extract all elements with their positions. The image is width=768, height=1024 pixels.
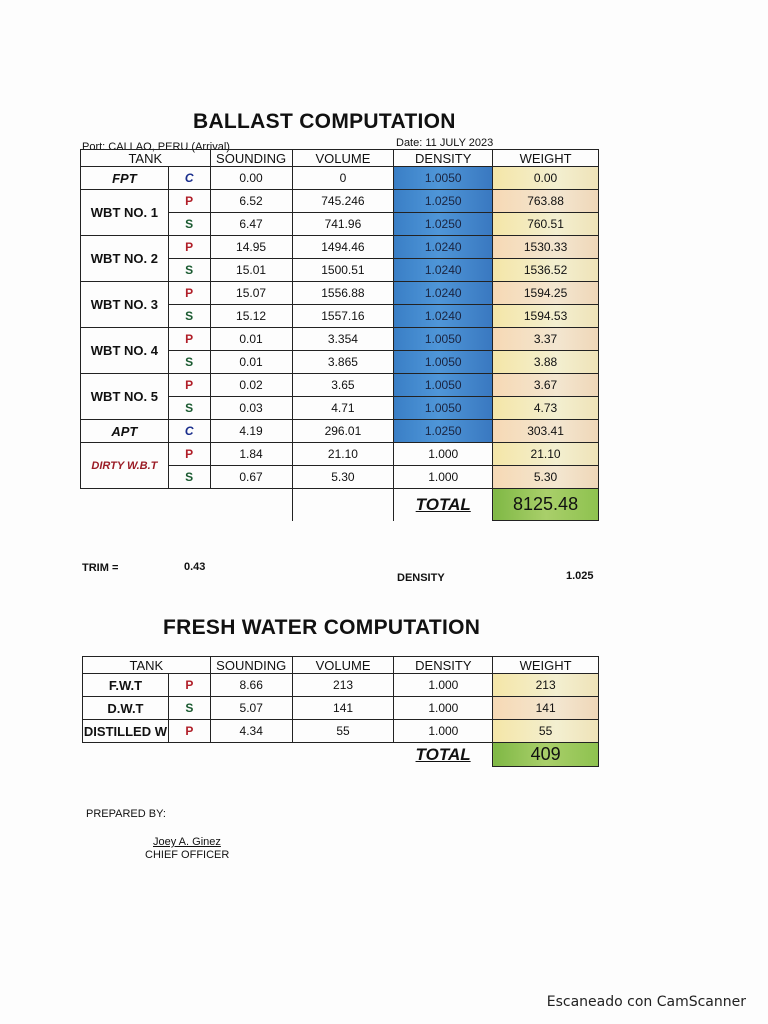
signatory-role: CHIEF OFFICER [145,849,230,861]
total-value: 8125.48 [493,489,599,521]
tank-side: C [168,167,210,190]
sounding-value: 0.01 [210,351,292,374]
tank-name: F.W.T [83,674,169,697]
volume-value: 741.96 [292,213,394,236]
tank-side: S [168,466,210,489]
table-row [81,236,599,259]
density-value: 1.0050 [394,397,493,420]
tank-name: APT [81,420,169,443]
density-label: DENSITY [397,572,445,584]
sounding-value: 15.12 [210,305,292,328]
sounding-value: 15.01 [210,259,292,282]
tank-side: C [168,420,210,443]
table-row [81,374,599,397]
density-value: 1.0050 [394,328,493,351]
fresh-water-table [82,656,599,767]
tank-side: P [168,328,210,351]
header-volume: VOLUME [292,150,394,167]
total-value: 409 [493,743,599,767]
sounding-value: 6.52 [210,190,292,213]
total-label: TOTAL [415,744,471,764]
weight-value: 4.73 [493,397,599,420]
table-row [83,674,599,697]
weight-value: 0.00 [493,167,599,190]
camscanner-watermark: Escaneado con CamScanner [546,994,746,1010]
volume-value: 213 [292,674,394,697]
tank-name: WBT NO. 1 [81,190,169,236]
sounding-value: 0.67 [210,466,292,489]
table-row [81,190,599,213]
density-value: 1.0240 [394,236,493,259]
tank-name: FPT [81,167,169,190]
weight-value: 5.30 [493,466,599,489]
header-tank: TANK [83,657,211,674]
tank-side: P [168,282,210,305]
density-value: 1.000 [394,466,493,489]
tank-name: DIRTY W.B.T [81,443,169,489]
volume-value: 296.01 [292,420,394,443]
sounding-value: 1.84 [210,443,292,466]
tank-name: WBT NO. 3 [81,282,169,328]
table-row [81,420,599,443]
density-value: 1.0250 [394,213,493,236]
date-label: Date: 11 JULY 2023 [396,137,494,149]
header-volume: VOLUME [292,657,394,674]
density-value: 1.0240 [394,259,493,282]
header-tank: TANK [81,150,211,167]
volume-value: 3.354 [292,328,394,351]
tank-side: S [168,697,210,720]
tank-side: S [168,259,210,282]
weight-value: 21.10 [493,443,599,466]
volume-value: 745.246 [292,190,394,213]
volume-value: 1557.16 [292,305,394,328]
header-weight: WEIGHT [493,150,599,167]
volume-value: 4.71 [292,397,394,420]
weight-value: 1594.53 [493,305,599,328]
sounding-value: 0.03 [210,397,292,420]
density-value: 1.0240 [394,305,493,328]
tank-side: P [168,674,210,697]
sounding-value: 4.19 [210,420,292,443]
prepared-by-label: PREPARED BY: [86,808,166,820]
volume-value: 1556.88 [292,282,394,305]
density-value: 1.000 [394,443,493,466]
sounding-value: 4.34 [210,720,292,743]
sounding-value: 14.95 [210,236,292,259]
sounding-value: 5.07 [210,697,292,720]
trim-value: 0.43 [184,561,206,573]
weight-value: 303.41 [493,420,599,443]
header-density: DENSITY [394,150,493,167]
weight-value: 141 [493,697,599,720]
sounding-value: 0.01 [210,328,292,351]
fresh-title: FRESH WATER COMPUTATION [163,616,481,639]
density-value: 1.000 [394,674,493,697]
ballast-title: BALLAST COMPUTATION [193,110,456,133]
sounding-value: 8.66 [210,674,292,697]
tank-side: S [168,305,210,328]
table-row [83,720,599,743]
density-value: 1.0250 [394,190,493,213]
volume-value: 1500.51 [292,259,394,282]
total-spacer [81,489,293,521]
table-row [81,443,599,466]
header-weight: WEIGHT [493,657,599,674]
tank-name: WBT NO. 2 [81,236,169,282]
table-row [83,697,599,720]
total-spacer [83,743,293,767]
weight-value: 55 [493,720,599,743]
tank-name: WBT NO. 4 [81,328,169,374]
volume-value: 3.865 [292,351,394,374]
density-value: 1.0240 [394,282,493,305]
tank-side: S [168,397,210,420]
tank-side: P [168,443,210,466]
volume-value: 21.10 [292,443,394,466]
weight-value: 3.37 [493,328,599,351]
header-density: DENSITY [394,657,493,674]
tank-side: P [168,236,210,259]
header-sounding: SOUNDING [210,150,292,167]
density-value: 1.0050 [394,374,493,397]
volume-value: 141 [292,697,394,720]
table-row [81,167,599,190]
density-value: 1.000 [394,720,493,743]
tank-side: P [168,190,210,213]
volume-value: 5.30 [292,466,394,489]
table-row [81,282,599,305]
tank-name: D.W.T [83,697,169,720]
density-value: 1.0050 [394,351,493,374]
weight-value: 3.67 [493,374,599,397]
volume-value: 0 [292,167,394,190]
weight-value: 3.88 [493,351,599,374]
density-value: 1.0250 [394,420,493,443]
port-label: Port: CALLAO, PERU (Arrival) [82,141,230,153]
volume-value: 3.65 [292,374,394,397]
density-value: 1.000 [394,697,493,720]
weight-value: 213 [493,674,599,697]
tank-side: S [168,213,210,236]
table-row [81,328,599,351]
total-label: TOTAL [394,489,493,521]
header-sounding: SOUNDING [210,657,292,674]
signatory-name: Joey A. Ginez [153,836,221,848]
total-spacer [292,743,394,767]
density-value: 1.025 [566,570,594,582]
sounding-value: 6.47 [210,213,292,236]
density-value: 1.0050 [394,167,493,190]
sounding-value: 15.07 [210,282,292,305]
tank-side: P [168,720,210,743]
volume-value: 55 [292,720,394,743]
weight-value: 1594.25 [493,282,599,305]
volume-value: 1494.46 [292,236,394,259]
tank-side: P [168,374,210,397]
total-spacer [292,489,394,521]
ballast-table [80,149,599,521]
tank-name: DISTILLED W [83,720,169,743]
weight-value: 1536.52 [493,259,599,282]
sounding-value: 0.02 [210,374,292,397]
tank-side: S [168,351,210,374]
tank-name: WBT NO. 5 [81,374,169,420]
trim-label: TRIM = [82,562,119,574]
sounding-value: 0.00 [210,167,292,190]
weight-value: 763.88 [493,190,599,213]
weight-value: 760.51 [493,213,599,236]
weight-value: 1530.33 [493,236,599,259]
